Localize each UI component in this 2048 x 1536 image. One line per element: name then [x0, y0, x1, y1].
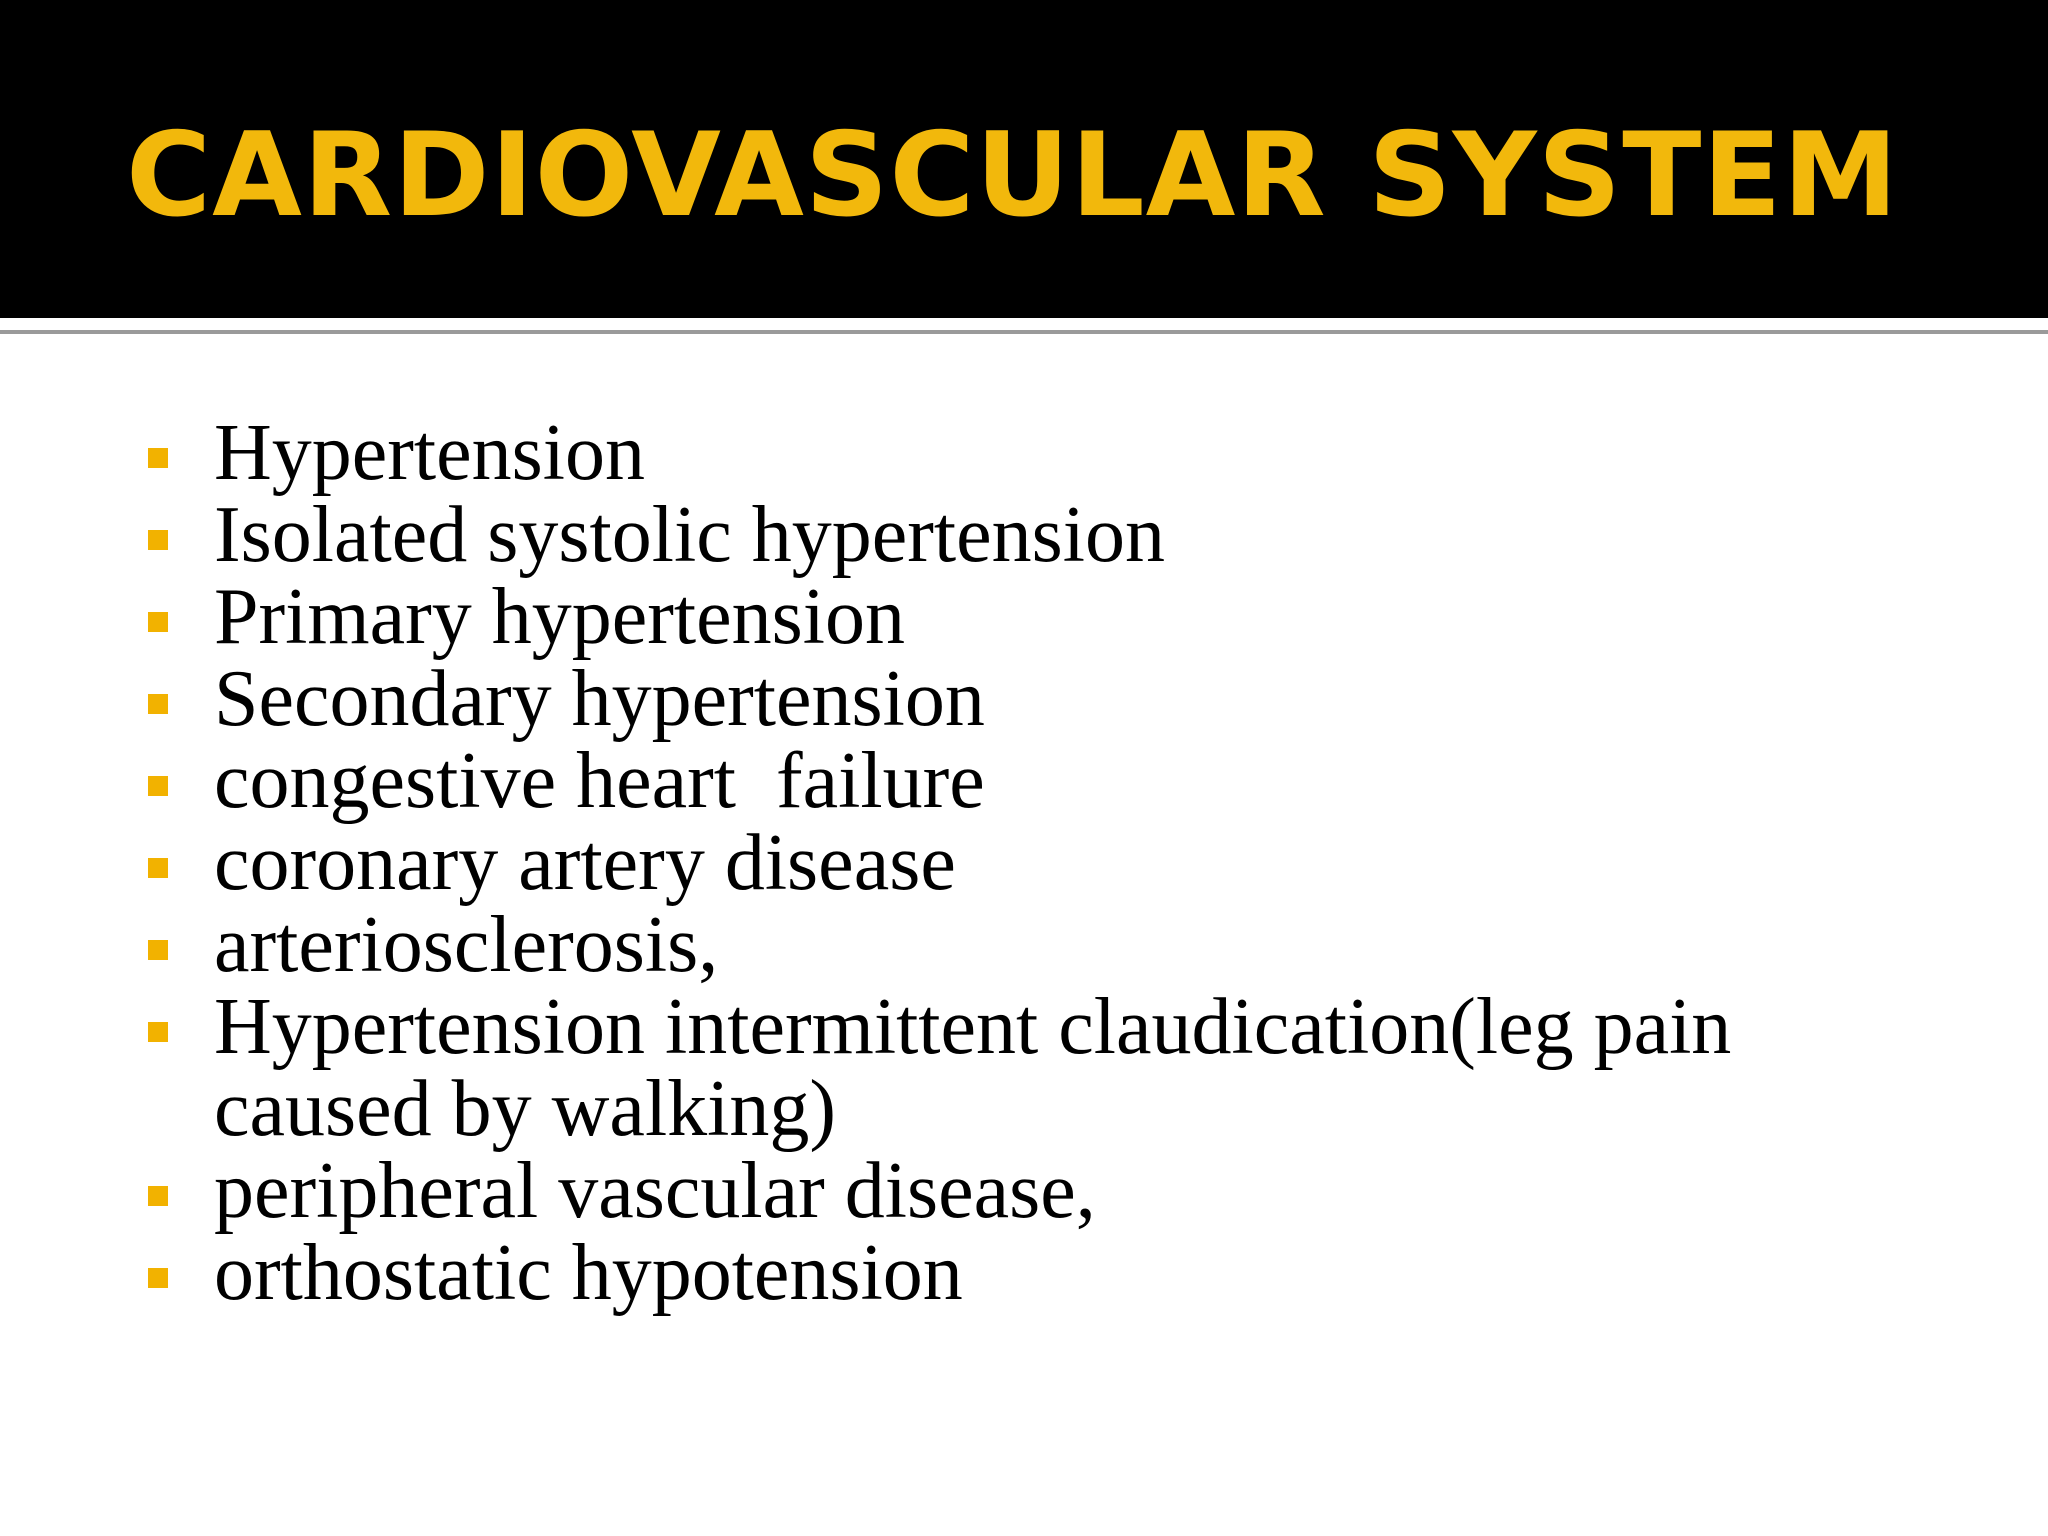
bullet-item: [140, 655, 1940, 743]
bullet-text: Secondary hypertension: [214, 655, 985, 743]
bullet-text: Hypertension intermittent claudication(leg pain caused by walking): [214, 983, 1732, 1153]
square-bullet-icon: [148, 694, 168, 714]
square-bullet-icon: [148, 858, 168, 878]
bullet-text: peripheral vascular disease,: [214, 1147, 1096, 1235]
title-divider: [0, 330, 2048, 334]
bullet-text: Hypertension: [214, 409, 646, 497]
bullet-item: [140, 983, 1940, 1153]
bullet-text: orthostatic hypotension: [214, 1229, 963, 1317]
slide-title: CARDIOVASCULAR SYSTEM: [126, 108, 1900, 243]
bullet-text: congestive heart failure: [214, 737, 985, 825]
bullet-item: [140, 901, 1940, 989]
square-bullet-icon: [148, 1022, 168, 1042]
bullet-item: [140, 819, 1940, 907]
bullet-text: coronary artery disease: [214, 819, 956, 907]
square-bullet-icon: [148, 940, 168, 960]
bullet-text: Isolated systolic hypertension: [214, 491, 1165, 579]
bullet-text: Primary hypertension: [214, 573, 905, 661]
bullet-text: arteriosclerosis,: [214, 901, 719, 989]
square-bullet-icon: [148, 1268, 168, 1288]
square-bullet-icon: [148, 1186, 168, 1206]
bullet-item: [140, 491, 1940, 579]
square-bullet-icon: [148, 776, 168, 796]
square-bullet-icon: [148, 448, 168, 468]
square-bullet-icon: [148, 530, 168, 550]
bullet-item: [140, 1147, 1940, 1235]
square-bullet-icon: [148, 612, 168, 632]
bullet-item: [140, 409, 1940, 497]
bullet-item: [140, 737, 1940, 825]
bullet-item: [140, 1229, 1940, 1317]
bullet-item: [140, 573, 1940, 661]
bullet-list: [140, 409, 1940, 1317]
